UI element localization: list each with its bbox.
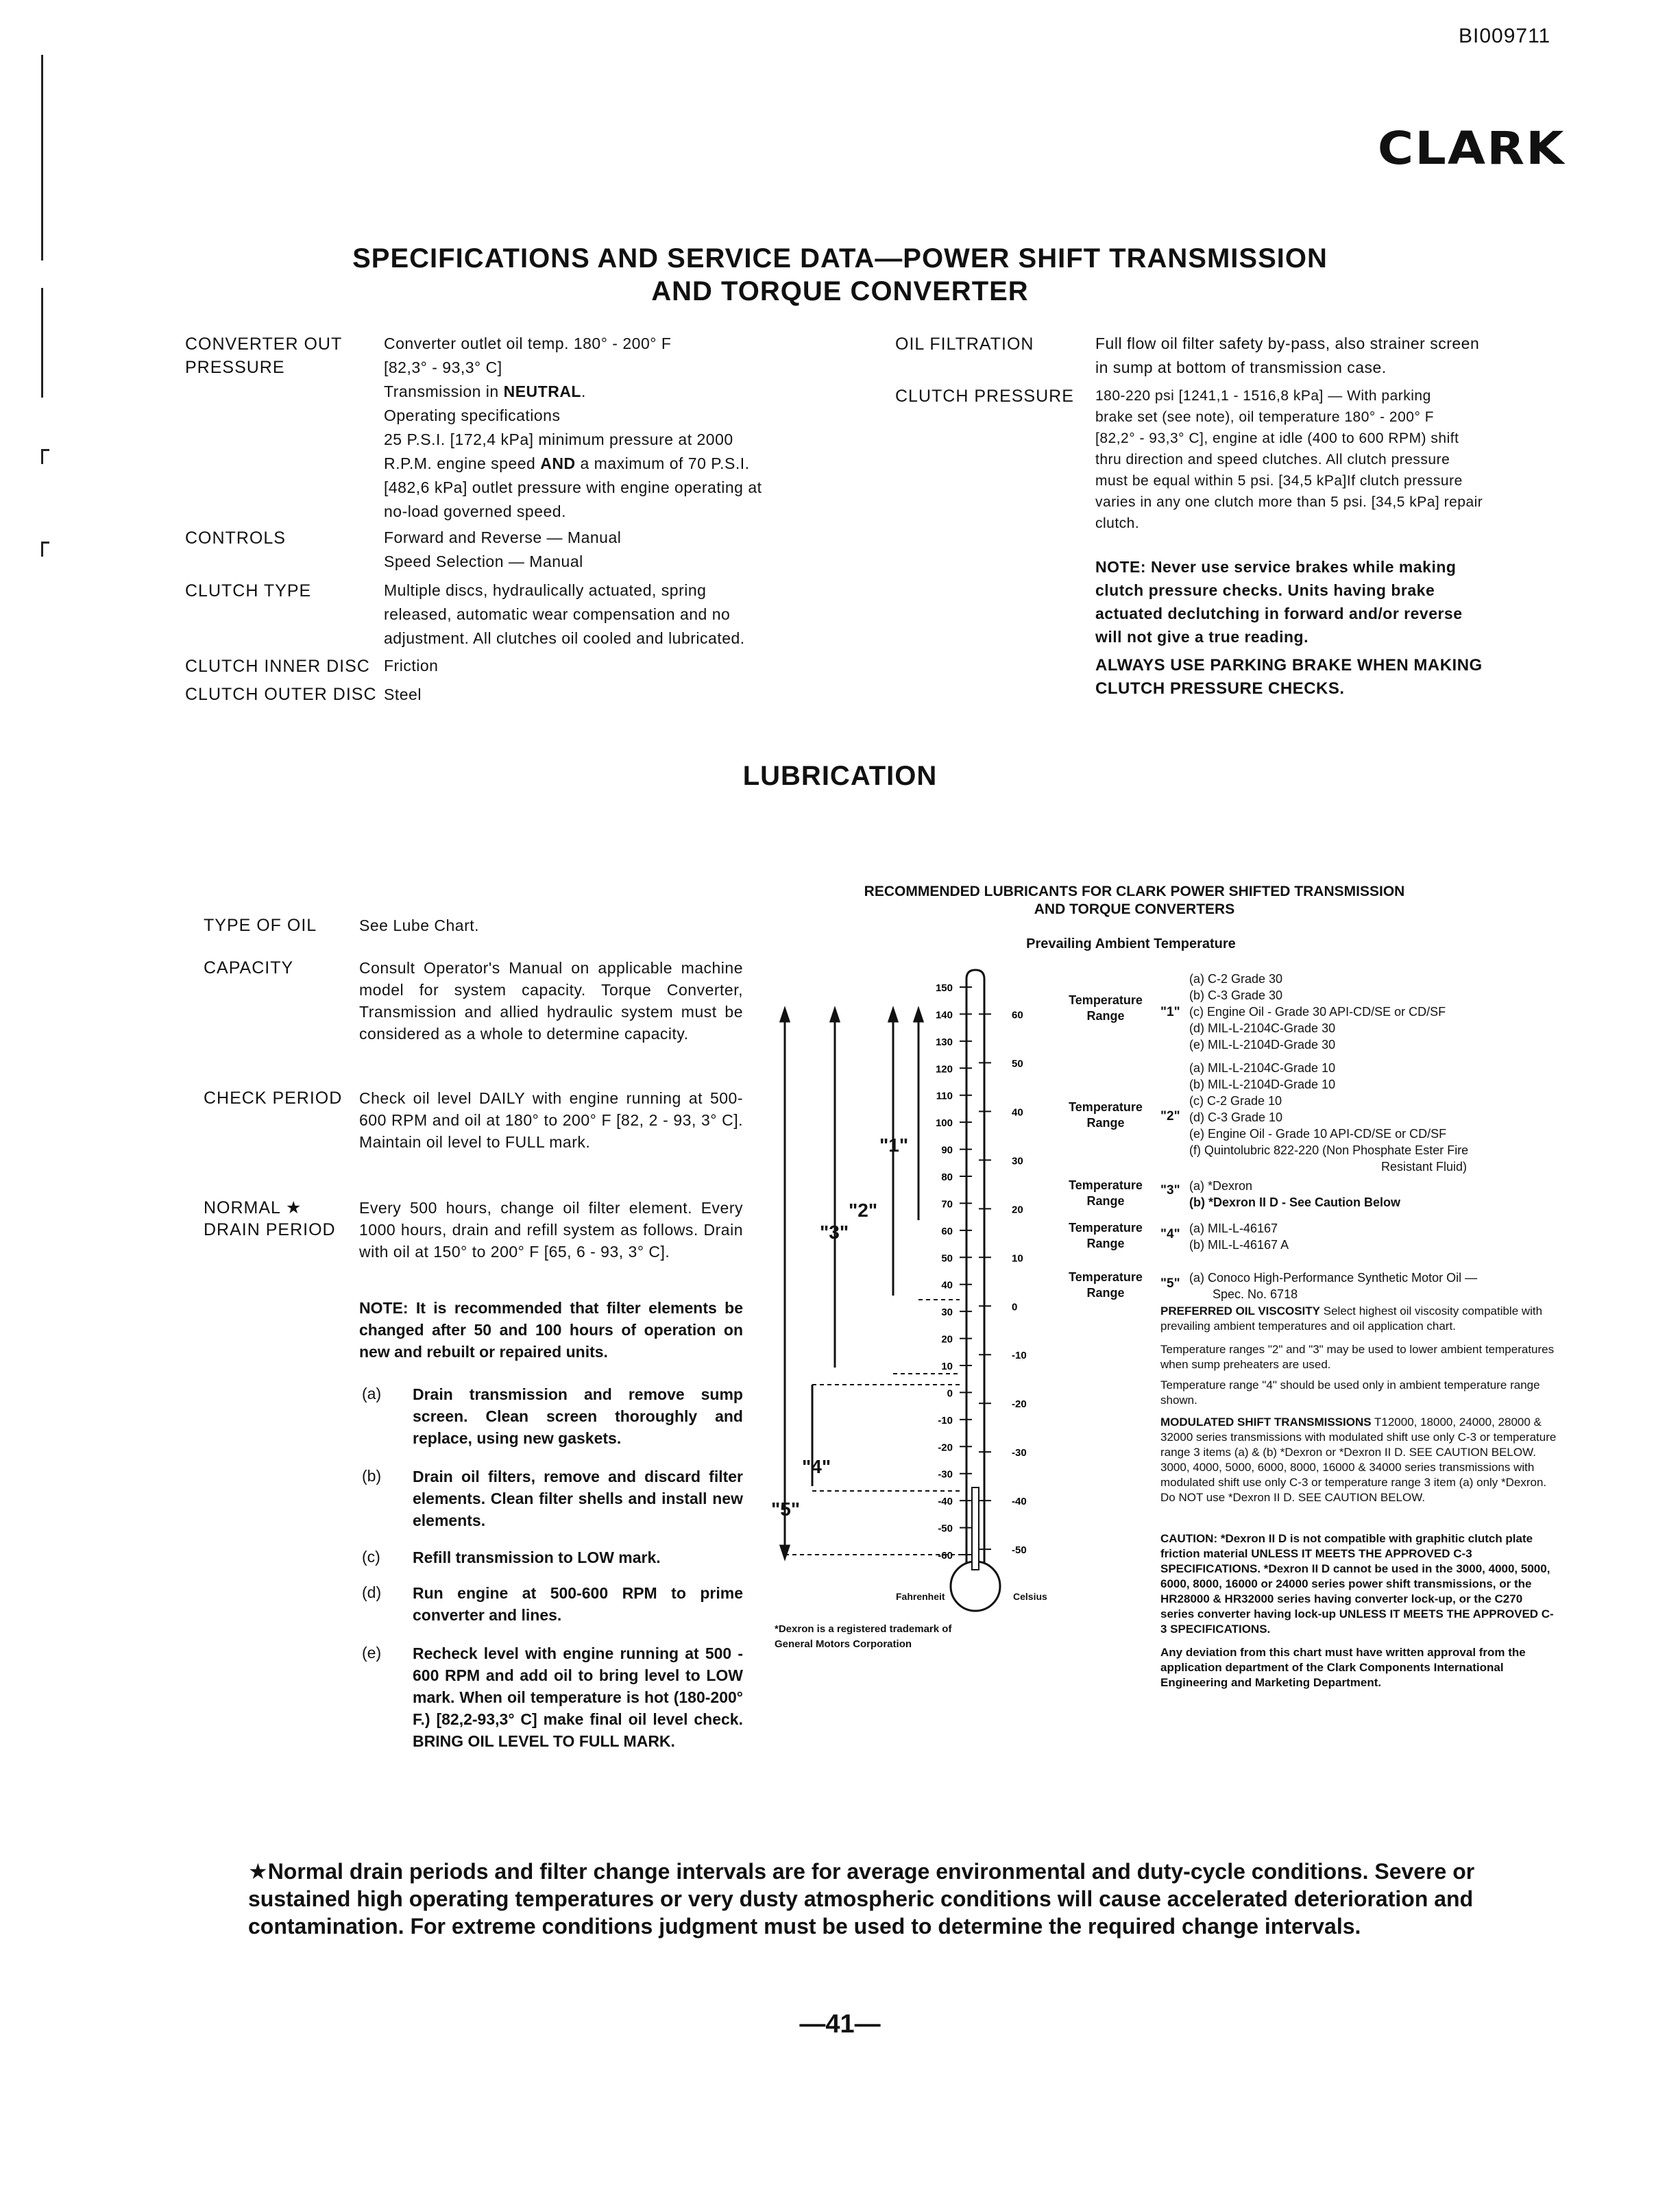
- step-text: Run engine at 500-600 RPM to prime converter and lines.: [413, 1584, 743, 1624]
- range-1-number: "1": [1160, 1005, 1180, 1019]
- range-2-items: (a) MIL-L-2104C-Grade 10 (b) MIL-L-2104D-Grade 10 (c) C-2 Grade 10 (d) C-3 Grade 10 (e) Engine Oil - Grade 10 API-CD/SE or CD/SF (f) Quintolubric 822-220 (Non Phosphate Ester Fire Resistant Fluid): [1189, 1061, 1469, 1174]
- range-3-label: Temperature Range: [1069, 1178, 1143, 1208]
- celsius-tick-label: 40: [1012, 1106, 1023, 1119]
- capacity-value: Consult Operator's Manual on applicable machine model for system capacity. Torque Converter, Transmission and allied hydraulic system must be considered as a whole to determine capacity.: [359, 959, 743, 1043]
- fahrenheit-tick-label: 150: [935, 982, 953, 994]
- celsius-tick-label: -20: [1012, 1398, 1027, 1411]
- capacity-label: CAPACITY: [204, 958, 294, 977]
- celsius-tick-label: 20: [1012, 1204, 1023, 1216]
- step-key: (e): [362, 1644, 382, 1662]
- controls-label: CONTROLS: [185, 529, 286, 548]
- range-leaders: [785, 1300, 960, 1555]
- clutch-outer-disc-label: CLUTCH OUTER DISC: [185, 685, 377, 704]
- celsius-tick-label: -50: [1012, 1544, 1027, 1557]
- range-note-1: Temperature ranges "2" and "3" may be used to lower ambient temperatures when sump preheaters are used.: [1160, 1343, 1555, 1371]
- converter-out-value: Converter outlet oil temp. 180° - 200° F [82,3° - 93,3° C] Transmission in NEUTRAL. Operating specifications 25 P.S.I. [172,4 kPa] minimum pressure at 2000 R.P.M. engine speed AND a maximum of 70 P.S.I. [482,6 kPa] outlet pressure with engine operating at no-load governed speed.: [384, 335, 762, 520]
- celsius-tick-label: -10: [1012, 1350, 1027, 1362]
- clutch-inner-disc-value: Friction: [384, 657, 439, 675]
- celsius-tick-label: -40: [1012, 1496, 1027, 1508]
- fahrenheit-tick-label: 20: [941, 1333, 953, 1346]
- check-period-label: CHECK PERIOD: [204, 1089, 343, 1108]
- fahrenheit-tick-label: 40: [941, 1279, 953, 1291]
- celsius-tick-label: 30: [1012, 1155, 1023, 1167]
- page-number: —41—: [799, 2010, 881, 2039]
- range-4-label: Temperature Range: [1069, 1221, 1143, 1250]
- preferred-viscosity-note: PREFERRED OIL VISCOSITY Select highest oil viscosity compatible with prevailing ambient temperatures and oil application chart.: [1160, 1304, 1543, 1333]
- converter-out-label-2: PRESSURE: [185, 358, 285, 377]
- margin-tick: [41, 542, 49, 544]
- range-4-number: "4": [1160, 1227, 1180, 1241]
- thermometer-tube: [966, 970, 984, 1570]
- clark-logo: CLARK: [1377, 122, 1566, 175]
- clutch-pressure-value: 180-220 psi [1241,1 - 1516,8 kPa] — With parking brake set (see note), oil temperature 180° - 200° F [82,2° - 93,3° C], engine at idle (400 to 600 RPM) shift thru direction and speed clutches. All clutch pressure must be equal within 5 psi. [34,5 kPa]If clutch pressure varies in any one clutch more than 5 psi. [34,5 kPa] repair clutch.: [1095, 388, 1483, 531]
- celsius-tick-label: 10: [1012, 1252, 1023, 1265]
- oil-filtration-label: OIL FILTRATION: [895, 335, 1034, 354]
- fahrenheit-tick-label: 0: [947, 1387, 953, 1400]
- fahrenheit-tick-label: -60: [938, 1550, 953, 1562]
- fahrenheit-tick-label: 10: [941, 1361, 953, 1372]
- celsius-label: Celsius: [1013, 1591, 1047, 1602]
- step-key: (c): [362, 1548, 380, 1566]
- deviation-note: Any deviation from this chart must have written approval from the application department of the Clark Components International Engineering and Marketing Department.: [1160, 1646, 1526, 1689]
- clutch-type-label: CLUTCH TYPE: [185, 581, 312, 600]
- fahrenheit-label: Fahrenheit: [896, 1591, 945, 1602]
- celsius-tick-label: 0: [1012, 1301, 1018, 1313]
- parking-brake-warning: ALWAYS USE PARKING BRAKE WHEN MAKING CLUTCH PRESSURE CHECKS.: [1095, 656, 1483, 698]
- fahrenheit-tick-label: 100: [935, 1117, 953, 1130]
- step-text: Drain transmission and remove sump screen. Clean screen thoroughly and replace, using new gaskets.: [413, 1385, 743, 1447]
- step-text: Recheck level with engine running at 500 - 600 RPM and add oil to bring level to LOW mark. When oil temperature is hot (180-200° F.) [82,2-93,3° C] make final oil level check. BRING OIL LEVEL TO FULL MARK.: [413, 1644, 743, 1750]
- fahrenheit-tick-label: 110: [936, 1090, 953, 1102]
- celsius-tick-label: 60: [1012, 1009, 1023, 1021]
- fahrenheit-tick-label: -40: [938, 1496, 953, 1508]
- fahrenheit-tick-label: 30: [941, 1307, 953, 1319]
- lubrication-heading: LUBRICATION: [742, 761, 938, 791]
- step-text: Drain oil filters, remove and discard filter elements. Clean filter shells and install new elements.: [413, 1468, 743, 1529]
- range-5-label: Temperature Range: [1069, 1270, 1143, 1300]
- range-4-items: (a) MIL-L-46167 (b) MIL-L-46167 A: [1189, 1222, 1289, 1252]
- range-2-label: Temperature Range: [1069, 1100, 1143, 1130]
- bar-label-1: "1": [879, 1134, 909, 1156]
- range-1-items: (a) C-2 Grade 30 (b) C-3 Grade 30 (c) Engine Oil - Grade 30 API-CD/SE or CD/SF (d) MIL-L-2104C-Grade 30 (e) MIL-L-2104D-Grade 30: [1189, 972, 1446, 1052]
- fahrenheit-tick-label: -20: [938, 1442, 953, 1454]
- range-note-2: Temperature range "4" should be used only in ambient temperature range shown.: [1160, 1379, 1540, 1407]
- step-key: (b): [362, 1467, 382, 1485]
- fahrenheit-tick-label: 90: [941, 1144, 953, 1156]
- type-of-oil-label: TYPE OF OIL: [204, 916, 317, 935]
- step-key: (a): [362, 1385, 382, 1402]
- bar-label-3: "3": [820, 1222, 849, 1243]
- lube-chart-subtitle: Prevailing Ambient Temperature: [1026, 936, 1236, 951]
- dexron-caution: CAUTION: *Dexron II D is not compatible with graphitic clutch plate friction material UNLESS IT MEETS THE APPROVED C-3 SPECIFICATIONS. *Dexron II D cannot be used in the 3000, 4000, 5000, 6000, 8000, 16000 or 24000 series power shift transmissions, or the HR28000 & HR32000 series having converter lock-up, or the C270 series converter having lock-up UNLESS IT MEETS THE APPROVED C-3 SPECIFICATIONS.: [1160, 1532, 1554, 1636]
- bar-label-5: "5": [771, 1498, 801, 1520]
- celsius-tick-label: 50: [1012, 1058, 1023, 1070]
- fahrenheit-tick-label: 50: [941, 1252, 953, 1265]
- celsius-tick-label: -30: [1012, 1447, 1027, 1459]
- fahrenheit-tick-label: 140: [935, 1009, 953, 1021]
- fahrenheit-tick-label: 130: [935, 1036, 953, 1048]
- fahrenheit-tick-label: 60: [941, 1225, 953, 1237]
- margin-rule: [41, 55, 43, 260]
- lube-chart-title: RECOMMENDED LUBRICANTS FOR CLARK POWER SHIFTED TRANSMISSION AND TORQUE CONVERTERS: [864, 884, 1405, 917]
- document-id: BI009711: [1459, 25, 1551, 47]
- normal-drain-label: NORMAL ★: [204, 1198, 302, 1217]
- oil-filtration-value: Full flow oil filter safety by-pass, also strainer screen in sump at bottom of transmission case.: [1095, 335, 1480, 376]
- modulated-shift-note: MODULATED SHIFT TRANSMISSIONS T12000, 18000, 24000, 28000 & 32000 series transmissions with modulated shift use only C-3 or temperature range 3 items (a) & (b) *Dexron or *Dexron II D. SEE CAUTION BELOW. 3000, 4000, 5000, 6000, 8000, 16000 & 34000 series transmissions with modulated shift use only C-3 or temperature range 3 item (a) only *Dexron. Do NOT use *Dexron II D. SEE CAUTION BELOW.: [1160, 1416, 1557, 1504]
- fahrenheit-tick-label: -50: [938, 1522, 953, 1535]
- range-bar-5-arrow: [781, 1009, 789, 1021]
- thermometer-chart: [754, 960, 1083, 1625]
- converter-out-label: CONVERTER OUT: [185, 335, 343, 354]
- range-bar-1-arrow: [914, 1009, 923, 1021]
- range-5-number: "5": [1160, 1276, 1180, 1291]
- drain-period-footnote: ★Normal drain periods and filter change intervals are for average environmental and duty-cycle conditions. Severe or sustained high operating temperatures or very dusty atmospheric conditions will cause accelerated deterioration and contamination. For extreme conditions judgment must be used to determine the required change intervals.: [248, 1859, 1475, 1939]
- range-bar-3-arrow: [831, 1009, 839, 1021]
- range-1-label: Temperature Range: [1069, 993, 1143, 1023]
- fahrenheit-tick-label: 70: [941, 1198, 953, 1211]
- dexron-footnote: *Dexron is a registered trademark of General Motors Corporation: [775, 1623, 952, 1650]
- margin-tick: [41, 449, 43, 464]
- range-bar-5-arrow-bottom: [781, 1546, 789, 1558]
- filter-note: NOTE: It is recommended that filter elements be changed after 50 and 100 hours of operation on new and rebuilt or repaired units.: [359, 1299, 743, 1361]
- clutch-outer-disc-value: Steel: [384, 685, 422, 703]
- range-2-number: "2": [1160, 1109, 1180, 1124]
- step-key: (d): [362, 1583, 382, 1601]
- step-text: Refill transmission to LOW mark.: [413, 1549, 661, 1566]
- range-3-number: "3": [1160, 1183, 1180, 1198]
- fahrenheit-tick-label: -30: [938, 1468, 953, 1481]
- clutch-pressure-label: CLUTCH PRESSURE: [895, 387, 1074, 406]
- range-bar-2-arrow: [889, 1009, 897, 1021]
- mercury-column: [972, 1487, 979, 1570]
- fahrenheit-tick-label: -10: [938, 1414, 953, 1426]
- range-3-items: (a) *Dexron (b) *Dexron II D - See Caution Below: [1189, 1179, 1401, 1209]
- fahrenheit-tick-label: 80: [941, 1171, 953, 1183]
- check-period-value: Check oil level DAILY with engine running at 500-600 RPM and oil at 180° to 200° F [82, 2 - 93, 3° C]. Maintain oil level to FULL mark.: [359, 1089, 743, 1151]
- normal-drain-value: Every 500 hours, change oil filter element. Every 1000 hours, drain and refill system as follows. Drain with oil at 150° to 200° F [65, 6 - 93, 3° C].: [359, 1199, 743, 1261]
- drain-period-label: DRAIN PERIOD: [204, 1220, 336, 1239]
- type-of-oil-value: See Lube Chart.: [359, 916, 480, 934]
- margin-tick: [41, 449, 49, 451]
- page-title-line-2: AND TORQUE CONVERTER: [651, 276, 1029, 306]
- bar-label-2: "2": [849, 1200, 878, 1221]
- bar-label-4: "4": [802, 1456, 831, 1477]
- page-title-line-1: SPECIFICATIONS AND SERVICE DATA—POWER SHIFT TRANSMISSION: [352, 243, 1328, 274]
- fahrenheit-tick-label: 120: [935, 1063, 953, 1076]
- range-5-items: (a) Conoco High-Performance Synthetic Motor Oil — Spec. No. 6718: [1189, 1271, 1478, 1301]
- clutch-type-value: Multiple discs, hydraulically actuated, spring released, automatic wear compensation and no adjustment. All clutches oil cooled and lubricated.: [384, 581, 745, 647]
- margin-tick: [41, 542, 43, 557]
- clutch-pressure-note: NOTE: Never use service brakes while making clutch pressure checks. Units having brake actuated declutching in forward and/or reverse will not give a true reading.: [1095, 558, 1463, 646]
- controls-value: Forward and Reverse — Manual Speed Selection — Manual: [384, 529, 622, 570]
- clutch-inner-disc-label: CLUTCH INNER DISC: [185, 657, 370, 676]
